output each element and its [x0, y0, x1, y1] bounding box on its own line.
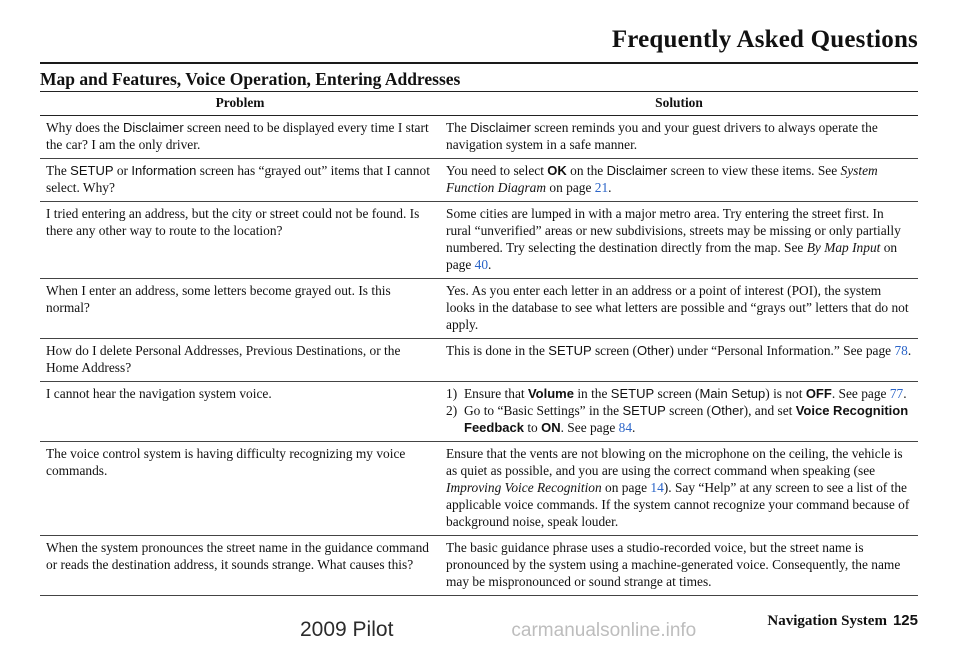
table-row [40, 382, 918, 442]
text-run: I cannot hear the navigation system voice. [46, 386, 272, 401]
text-run: Ensure that [464, 386, 528, 401]
solution-cell [440, 202, 918, 279]
problem-cell [40, 202, 440, 279]
solution-cell [440, 279, 918, 339]
text-run: . See page [831, 386, 890, 401]
text-run: This is done in the [446, 343, 549, 358]
faq-table-body [40, 116, 918, 596]
solution-step [446, 385, 912, 402]
page-number: 125 [892, 612, 918, 629]
text-run: SETUP [622, 403, 666, 418]
text-run: ), and set [743, 403, 796, 418]
text-run: The basic guidance phrase uses a studio-recorded voice, but the street name is pronounced by the system using a machine-generated voice. Consequently, the name may be mispronounced or sound strange at times. [446, 540, 901, 589]
text-run: Disclaimer [470, 120, 531, 135]
text-run: How do I delete Personal Addresses, Previous Destinations, or the Home Address? [46, 343, 401, 375]
column-header-problem: Problem [40, 92, 440, 116]
watermark [300, 618, 696, 642]
text-run: Ensure that the vents are not blowing on the microphone on the ceiling, the vehicle is as quiet as possible, and you are using the correct command when speaking (see [446, 446, 903, 478]
text-run: System Function Diagram [446, 163, 878, 195]
problem-cell [40, 116, 440, 159]
text-run: The [446, 120, 471, 135]
problem-cell [40, 382, 440, 442]
text-run: I tried entering an address, but the city or street could not be found. Is there any other way to route to the location? [46, 206, 420, 238]
text-run: OFF [805, 386, 832, 401]
text-run: on page [601, 480, 651, 495]
table-row [40, 279, 918, 339]
text-run: screen ( [665, 403, 712, 418]
table-row [40, 442, 918, 536]
title-rule [40, 62, 918, 64]
text-run: ) under “Personal Information.” See page [669, 343, 895, 358]
text-run: Information [131, 163, 197, 178]
solution-cell [440, 382, 918, 442]
text-run: SETUP [610, 386, 655, 401]
solution-cell [440, 536, 918, 596]
problem-cell [40, 279, 440, 339]
step-number: 1) [446, 386, 458, 401]
solution-cell [440, 442, 918, 536]
footer-nav [767, 612, 918, 630]
text-run: ON [541, 420, 561, 435]
text-run: ) is not [765, 386, 806, 401]
step-text [464, 385, 912, 402]
text-run: . [903, 386, 907, 401]
text-run: Voice Recognition Feedback [464, 403, 909, 435]
text-run: ). Say “Help” at any screen to see a list of the applicable voice commands. If the system cannot recognize your command because of background noise, speak louder. [446, 480, 910, 529]
text-run: By Map Input [806, 240, 881, 255]
watermark-model: 2009 Pilot [300, 618, 394, 641]
page-link[interactable]: 77 [889, 386, 904, 401]
text-run: on the [566, 163, 607, 178]
text-run: screen need to be displayed every time I start the car? I am the only driver. [46, 120, 429, 152]
solution-cell [440, 159, 918, 202]
text-run: Go to “Basic Settings” in the [464, 403, 623, 418]
page-link[interactable]: 40 [474, 257, 489, 272]
text-run: You need to select [446, 163, 548, 178]
solution-cell [440, 116, 918, 159]
step-text [464, 402, 912, 436]
watermark-site: carmanualsonline.info [511, 620, 697, 641]
table-row [40, 339, 918, 382]
text-run: OK [547, 163, 567, 178]
problem-cell [40, 442, 440, 536]
page-link[interactable]: 14 [650, 480, 664, 495]
text-run: When the system pronounces the street name in the guidance command or reads the destination address, it sounds strange. What causes this? [46, 540, 429, 572]
text-run: The [46, 163, 71, 178]
text-run: screen ( [591, 343, 637, 358]
problem-cell [40, 159, 440, 202]
text-run: screen has “grayed out” items that I cannot select. Why? [46, 163, 430, 195]
table-row [40, 536, 918, 596]
text-run: or [113, 163, 132, 178]
step-number: 2) [446, 403, 458, 418]
problem-cell [40, 536, 440, 596]
problem-cell [40, 339, 440, 382]
text-run: SETUP [548, 343, 592, 358]
text-run: Improving Voice Recognition [446, 480, 602, 495]
text-run: . [608, 180, 612, 195]
table-row [40, 159, 918, 202]
text-run: . [488, 257, 492, 272]
section-title: Map and Features, Voice Operation, Entering Addresses [40, 69, 461, 89]
column-header-solution: Solution [440, 92, 918, 116]
solution-step [446, 402, 912, 436]
text-run: Other [711, 403, 744, 418]
text-run: Main Setup [699, 386, 766, 401]
text-run: Other [636, 343, 670, 358]
text-run: screen reminds you and your guest drivers to always operate the navigation system in a safe manner. [446, 120, 878, 152]
text-run: screen to view these items. See [667, 163, 841, 178]
text-run: in the [573, 386, 611, 401]
text-run: on page [446, 240, 898, 272]
text-run: Some cities are lumped in with a major metro area. Try entering the street first. In rural “unverified” areas or new subdivisions, streets may be missing or only partially numbered. Try selecting the destination directly from the map. See [446, 206, 901, 255]
text-run: . [907, 343, 912, 358]
text-run: to [523, 420, 542, 435]
page-link[interactable]: 21 [594, 180, 609, 195]
page-link[interactable]: 78 [894, 343, 908, 358]
page-title: Frequently Asked Questions [611, 26, 918, 53]
text-run: Why does the [46, 120, 123, 135]
text-run: The voice control system is having difficulty recognizing my voice commands. [46, 446, 406, 478]
text-run: SETUP [70, 163, 114, 178]
table-header-row [40, 92, 918, 116]
faq-table [40, 91, 918, 596]
page-link[interactable]: 84 [618, 420, 633, 435]
solution-cell [440, 339, 918, 382]
footer-section-label: Navigation System [767, 613, 887, 629]
table-row [40, 116, 918, 159]
text-run: . See page [560, 420, 619, 435]
text-run: . [632, 420, 636, 435]
text-run: Yes. As you enter each letter in an address or a point of interest (POI), the system looks in the database to see what letters are possible and “grays out” letters that do not apply. [446, 283, 909, 332]
text-run: When I enter an address, some letters become grayed out. Is this normal? [46, 283, 391, 315]
text-run: on page [546, 180, 595, 195]
text-run: Volume [527, 386, 574, 401]
table-row [40, 202, 918, 279]
text-run: screen ( [654, 386, 700, 401]
text-run: Disclaimer [606, 163, 668, 178]
text-run: Disclaimer [122, 120, 184, 135]
